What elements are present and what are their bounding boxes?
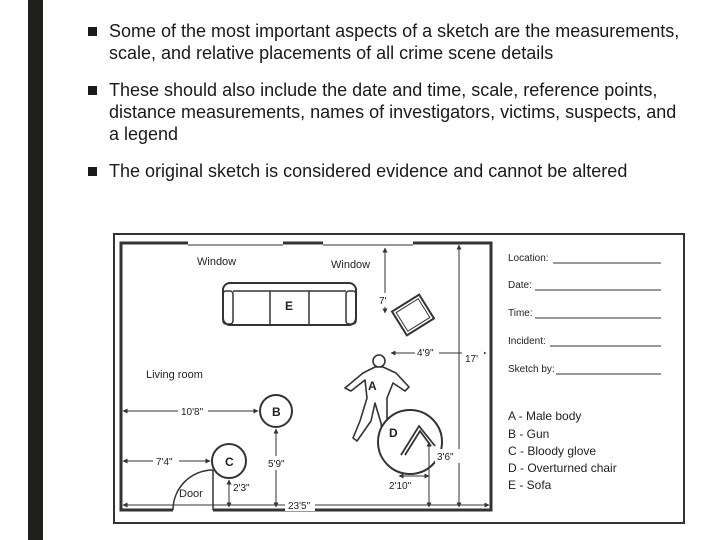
chair-letter: D [389,426,398,440]
dim-gun-height-label: 5'9" [268,459,285,470]
square-bullet-icon [88,27,97,36]
legend-item-c: C - Bloody glove [508,444,597,458]
sofa-e [223,283,356,325]
dim-depth-label: 17' [465,354,479,365]
bullet-item [88,79,688,145]
square-bullet-icon [88,167,97,176]
door-label: Door [179,488,203,500]
legend-item-b: B - Gun [508,427,550,441]
gun-letter: B [272,405,281,419]
legend-item-a: A - Male body [508,409,582,423]
dim-width-label: 23'5" [288,501,311,512]
form-location-label: Location: [508,253,549,264]
window-left-label: Window [197,256,237,268]
dim-chair-offset-label: 2'10" [389,481,412,492]
dim-chair-height-label: 3'6" [437,452,454,463]
sketch-canvas [113,233,685,524]
body-letter: A [368,379,377,393]
slide-accent-bar [28,0,43,540]
bullet-text: These should also include the date and time, scale, reference points, distance measurements, names of investigators, victims, suspects, and a legend [109,80,677,144]
dim-gun-label: 10'8" [181,407,204,418]
room-label: Living room [146,369,203,381]
window-right-label: Window [331,259,371,271]
bullet-item [88,160,688,182]
bullet-text: Some of the most important aspects of a sketch are the measurements, scale, and relative placements of all crime scene details [109,21,680,63]
sofa-letter: E [285,299,294,313]
form-time-label: Time: [508,308,533,319]
dim-body-label: 4'9" [417,348,434,359]
legend-item-d: D - Overturned chair [508,461,617,475]
form-date-label: Date: [508,280,532,291]
form-sketch-by-label: Sketch by: [508,364,555,375]
dim-chair-label: 7' [379,296,387,307]
bullet-item [88,20,688,64]
bullet-list [88,20,688,197]
legend-item-e: E - Sofa [508,478,552,492]
bullet-text: The original sketch is considered evidence and cannot be altered [109,161,628,181]
dim-glove-label: 7'4" [156,457,173,468]
form-incident-label: Incident: [508,336,546,347]
square-bullet-icon [88,86,97,95]
glove-letter: C [225,455,234,469]
crime-scene-sketch [113,233,685,524]
dim-glove-height-label: 2'3" [233,483,250,494]
